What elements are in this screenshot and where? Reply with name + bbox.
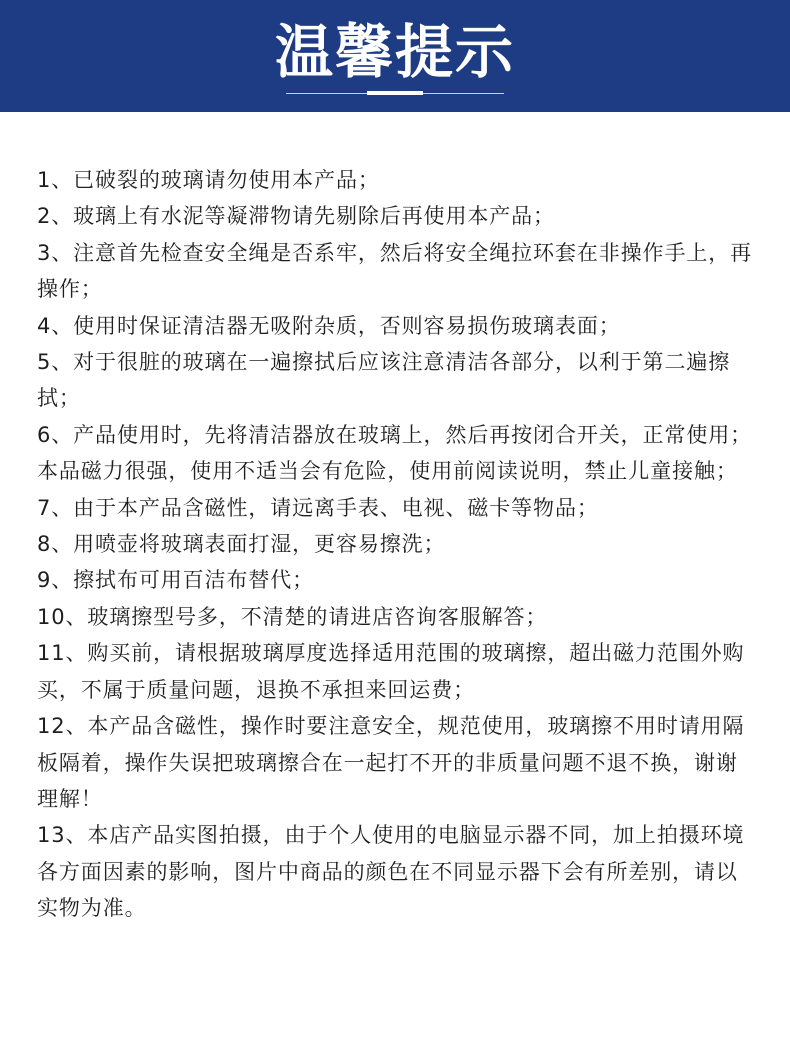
tips-list bbox=[37, 162, 757, 927]
tip-item: 1、已破裂的玻璃请勿使用本产品； bbox=[37, 168, 380, 192]
tip-item: 10、玻璃擦型号多，不清楚的请进店咨询客服解答； bbox=[37, 604, 548, 629]
tip-item: 13、本店产品实图拍摄，由于个人使用的电脑显示器不同，加上拍摄环境各方面因素的影响，图片中商品的颜色在不同显示器下会有所差别，请以实物为准。 bbox=[37, 823, 745, 921]
tip-item: 5、对于很脏的玻璃在一遍擦拭后应该注意清洁各部分，以利于第二遍擦拭； bbox=[37, 350, 731, 411]
tip-item: 7、由于本产品含磁性，请远离手表、电视、磁卡等物品； bbox=[37, 495, 599, 520]
tip-item: 4、使用时保证清洁器无吸附杂质，否则容易损伤玻璃表面； bbox=[37, 313, 621, 338]
tip-item: 8、用喷壶将玻璃表面打湿，更容易擦洗； bbox=[37, 532, 446, 557]
tip-item: 3、注意首先检查安全绳是否系牢，然后将安全绳拉环套在非操作手上，再操作； bbox=[37, 240, 753, 302]
tip-item: 11、购买前，请根据玻璃厚度选择适用范围的玻璃擦，超出磁力范围外购买，不属于质量问题，退换不承担来回运费； bbox=[37, 641, 745, 702]
tip-item: 12、本产品含磁性，操作时要注意安全，规范使用，玻璃擦不用时请用隔板隔着，操作失误把玻璃擦合在一起打不开的非质量问题不退不换，谢谢理解！ bbox=[37, 714, 745, 811]
header-banner bbox=[0, 0, 790, 112]
tip-item: 9、擦拭布可用百洁布替代； bbox=[37, 568, 315, 593]
title-underline-accent bbox=[367, 91, 423, 95]
page-title: 温馨提示 bbox=[274, 18, 515, 86]
tip-item: 6、产品使用时，先将清洁器放在玻璃上，然后再按闭合开关，正常使用；本品磁力很强，使用不适当会有危险，使用前阅读说明，禁止儿童接触； bbox=[37, 422, 753, 484]
tip-item: 2、玻璃上有水泥等凝滞物请先剔除后再使用本产品； bbox=[37, 204, 555, 229]
